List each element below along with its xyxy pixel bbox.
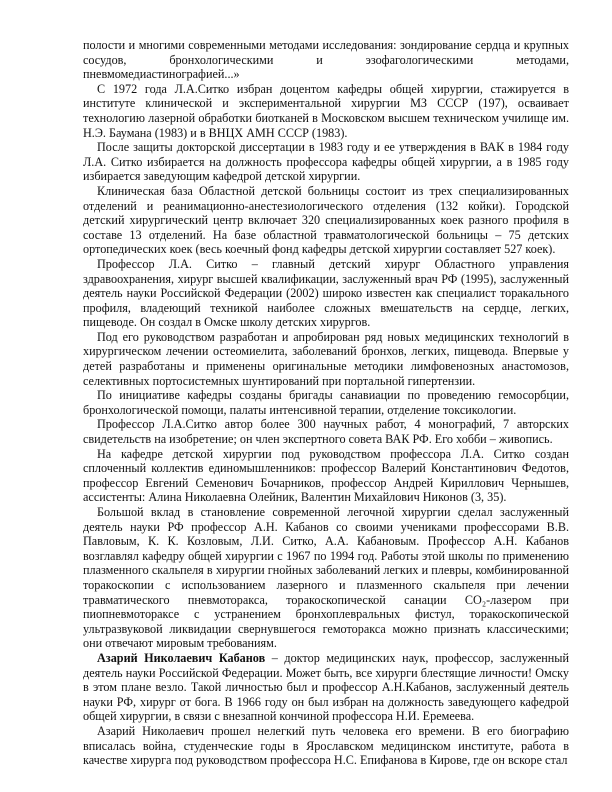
paragraph-4 xyxy=(83,184,569,257)
paragraph-6-text: Под его руководством разработан и апробирован ряд новых медицинских технологий в хирургическом лечении остеомиелита, заболеваний бронхов, легких, пищевода. Впервые у детей разработаны и применены оригинальные методики лимфовенозных анастомозов, селективных портосистемных шунтирований при портальной гипертензии. xyxy=(83,329,569,388)
paragraph-9 xyxy=(83,447,569,505)
paragraph-3 xyxy=(83,140,569,184)
paragraph-3-text: После защиты докторской диссертации в 1983 году и ее утверждения в ВАК в 1984 году Л.А. Ситко избирается на должность профессора кафедры общей хирургии, а в 1985 году избирается заведующим кафедрой детской хирургии. xyxy=(83,140,569,184)
paragraph-8 xyxy=(83,417,569,446)
paragraph-5 xyxy=(83,257,569,330)
paragraph-7 xyxy=(83,388,569,417)
paragraph-10-text: Большой вклад в становление современной легочной хирургии сделал заслуженный деятель науки РФ профессор А.Н. Кабанов со своими учениками профессорами В.В. Павловым, К. К. Козловым, Л.И. Ситко, А.А. Кабановым. Профессор А.Н. Кабанов возглавлял кафедру общей хирургии с 1967 по 1994 год. Работы этой школы по применению плазменного скальпеля в хирургии гнойных заболеваний легких и плевры, комбинированной торакоскопии с использованием лазерного и плазменного скальпеля при лечении травматического пневмоторакса, торакоскопической санации СО₂-лазером при пиопневмотораксе с устранением бронхоплевральных фистул, торакоскопической ультразвуковой ликвидации свернувшегося гемоторакса можно признать классическими; они отвечают мировым требованиям. xyxy=(83,505,569,651)
paragraph-4-text: Клиническая база Областной детской больницы состоит из трех специализированных отделений и реанимационно-анестезиологического отделения (132 койки). Городской детский хирургический центр включает 320 специализированных коек разного профиля в составе 13 отделений. На базе областной травматологической больницы – 75 детских ортопедических коек (весь коечный фонд кафедры детской хирургии составляет 527 коек). xyxy=(83,183,569,257)
paragraph-5-text: Профессор Л.А. Ситко – главный детский хирург Областного управления здравоохранения, хирург высшей квалификации, заслуженный врач РФ (1995), заслуженный деятель науки Российской Федерации (2002) широко известен как специалист торакального профиля, владеющий техникой наиболее сложных вмешательств на сердце, легких, пищеводе. Он создал в Омске школу детских хирургов. xyxy=(83,256,569,330)
paragraph-8-text: Профессор Л.А.Ситко автор более 300 научных работ, 4 монографий, 7 авторских свидетельств на изобретение; он член экспертного совета ВАК РФ. Его хобби – живопись. xyxy=(83,417,569,447)
paragraph-10 xyxy=(83,505,569,651)
paragraph-2-text: С 1972 года Л.А.Ситко избран доцентом кафедры общей хирургии, стажируется в институте клинической и экспериментальной хирургии МЗ СССР (197), осваивает технологию лазерной обработки биотканей в Московском высшем техническом училище им. Н.Э. Баумана (1983) и в ВНЦХ АМН СССР (1983). xyxy=(83,81,569,140)
paragraph-11-bold-name: Азарий Николаевич Кабанов xyxy=(97,650,266,665)
paragraph-11-text: – доктор медицинских наук, профессор, заслуженный деятель науки Российской Федерации. Может быть, все хирурги блестящие личности! Омску в этом плане везло. Такой личностью был и профессор А.Н.Кабанов, заслуженный деятель науки РФ, хирург от бога. В 1966 году он был избран на должность заведующего кафедрой общей хирургии, в связи с внезапной кончиной профессора Н.И. Еремеева. xyxy=(83,650,569,724)
paragraph-11 xyxy=(83,651,569,724)
paragraph-1 xyxy=(83,38,569,82)
document-body xyxy=(83,38,569,768)
paragraph-1-text: полости и многими современными методами исследования: зондирование сердца и крупных сосудов, бронхологическими и эзофагологическими методами, пневмомедиастинографией...» xyxy=(83,38,569,82)
paragraph-7-text: По инициативе кафедры созданы бригады санавиации по проведению гемосорбции, бронхологической помощи, палаты интенсивной терапии, отделение токсикологии. xyxy=(83,388,569,417)
paragraph-6 xyxy=(83,330,569,388)
paragraph-12 xyxy=(83,724,569,768)
paragraph-2 xyxy=(83,82,569,140)
paragraph-12-text: Азарий Николаевич прошел нелегкий путь человека его времени. В его биографию вписалась война, студенческие годы в Ярославском медицинском институте, работа в качестве хирурга под руководством профессора Н.С. Епифанова в Кирове, где он вскоре стал xyxy=(83,723,569,768)
paragraph-9-text: На кафедре детской хирургии под руководством профессора Л.А. Ситко создан сплоченный коллектив единомышленников: профессор Валерий Константинович Федотов, профессор Евгений Семенович Бочарников, профессор Андрей Кириллович Чернышев, ассистенты: Алина Николаевна Олейник, Валентин Михайлович Никонов (3, 35). xyxy=(83,446,569,505)
